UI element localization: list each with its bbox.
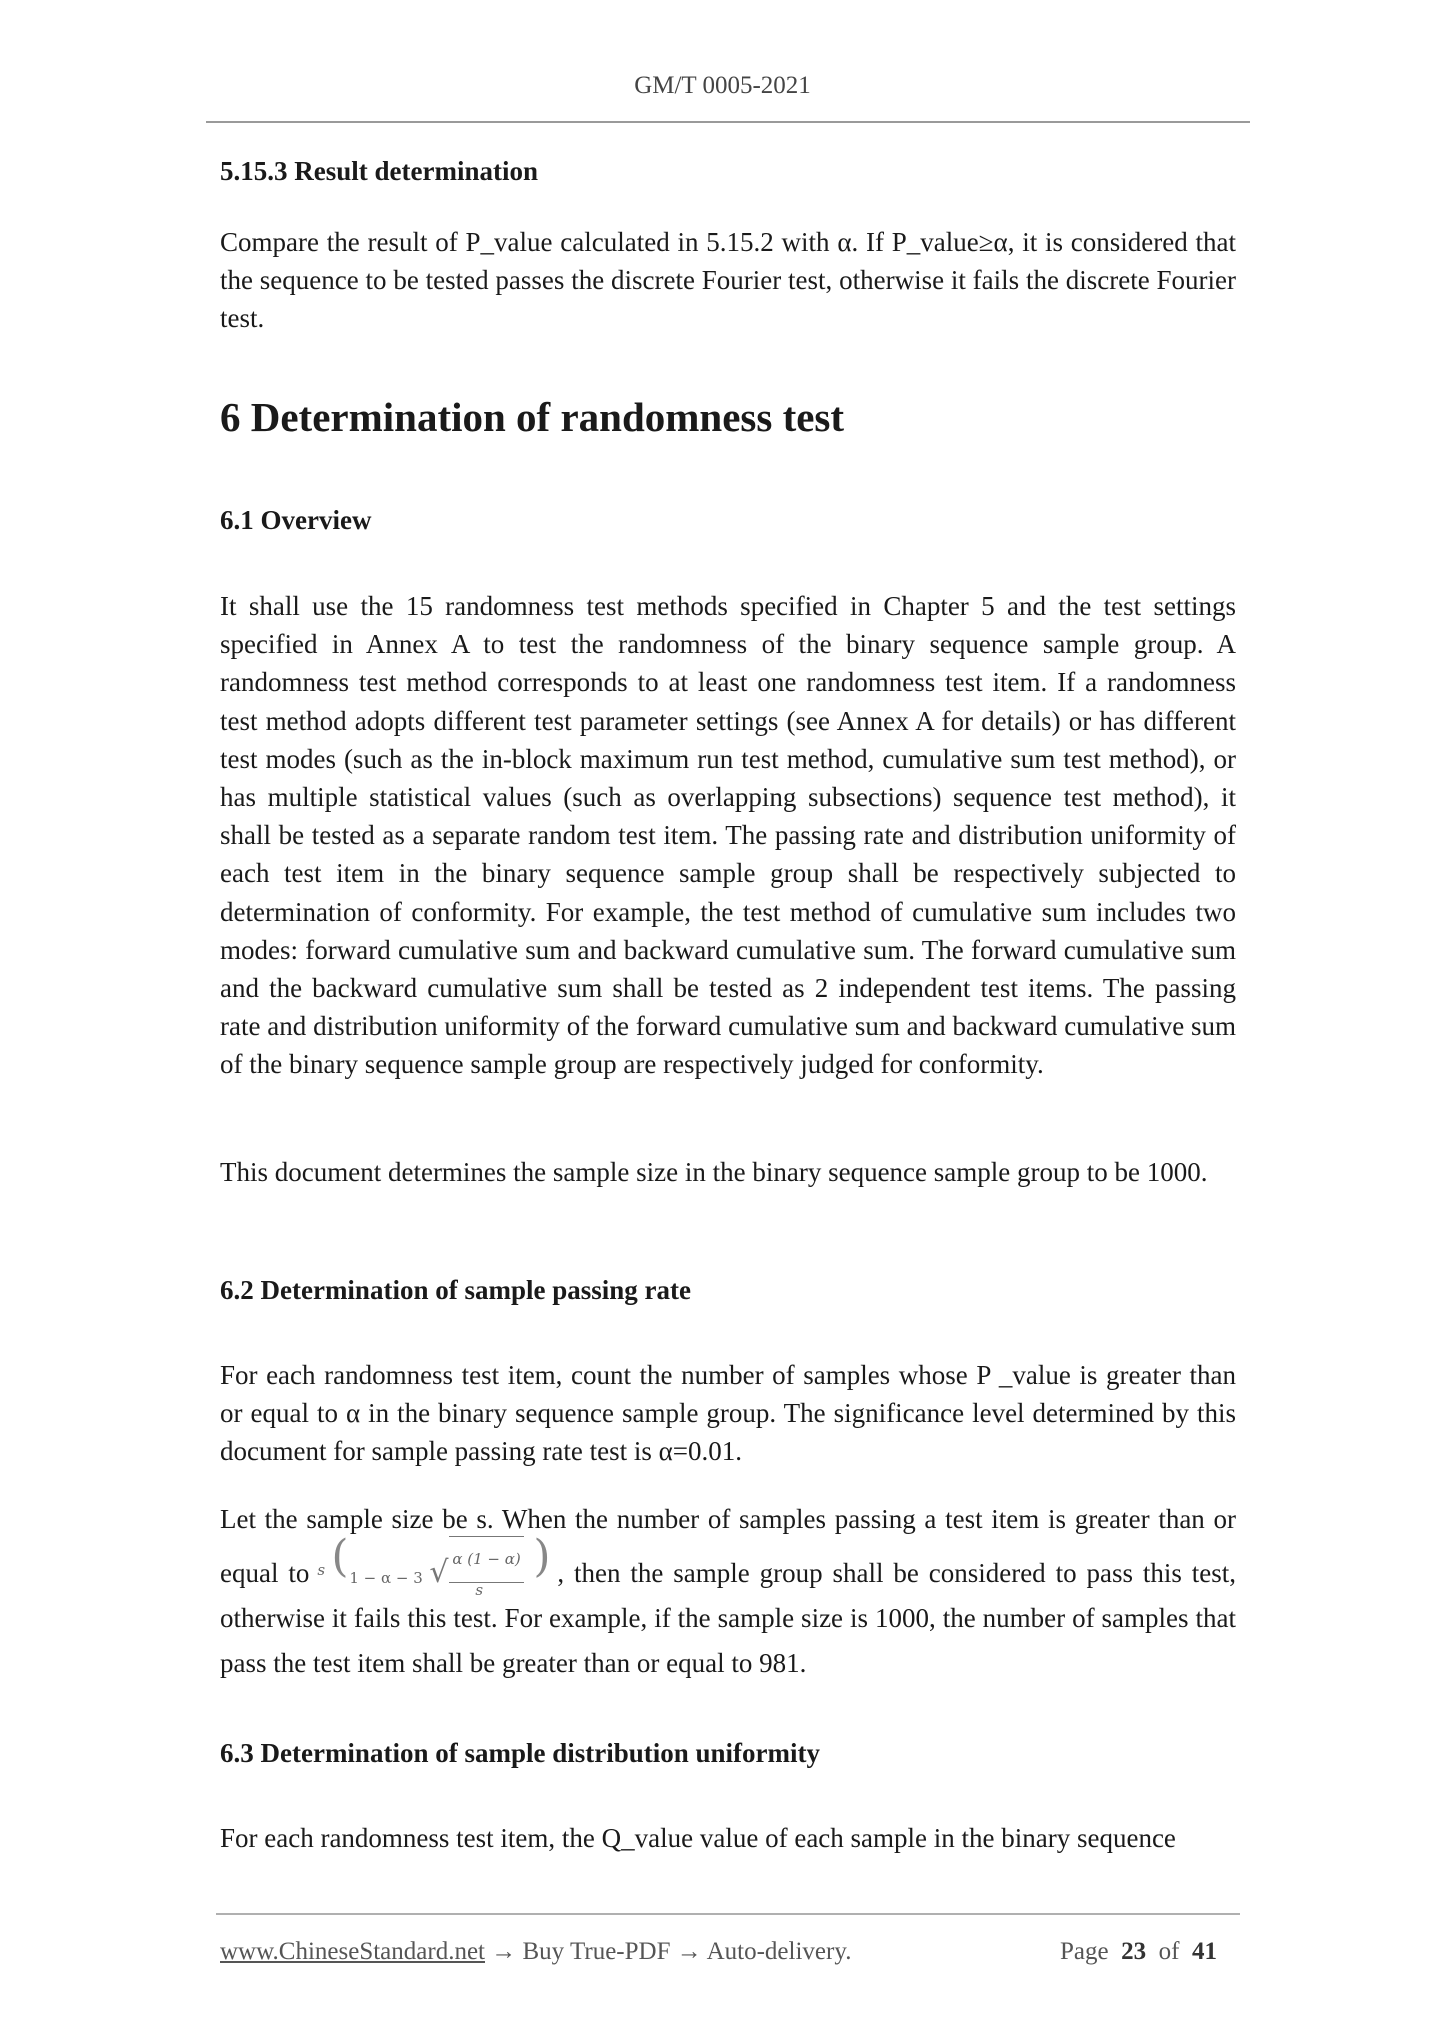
page-number: 23 xyxy=(1121,1938,1147,1965)
formula-left-paren: ( xyxy=(331,1531,349,1582)
footer-page-indicator xyxy=(1060,1938,1217,1966)
footer-divider xyxy=(216,1913,1240,1915)
section-6-1-heading: 6.1 Overview xyxy=(220,505,372,535)
page-of-label: of xyxy=(1158,1938,1180,1965)
footer-site-link[interactable]: www.ChineseStandard.net xyxy=(220,1938,485,1965)
page-label: Page xyxy=(1060,1938,1109,1965)
formula-denominator: s xyxy=(475,1581,484,1599)
footer-promo xyxy=(220,1938,851,1966)
section-5-15-3-paragraph: Compare the result of P_value calculated in 5.15.2 with α. If P_value≥α, it is considered that the sequence to be tested passes the discrete Fourier test, otherwise it fails the discrete Fourier test. xyxy=(220,227,1236,334)
formula-body: 1 − α − 3 xyxy=(349,1569,423,1587)
section-6-2-paragraph-2 xyxy=(220,1497,1236,1686)
section-6-1-paragraph-1: It shall use the 15 randomness test methods specified in Chapter 5 and the test settings specified in Annex A to test the randomness of the binary sequence sample group. A randomness test method corresponds to at least one randomness test item. If a randomness test method adopts different test parameter settings (see Annex A for details) or has different test modes (such as the in-block maximum run test method, cumulative sum test method), or has multiple statistical values (such as overlapping subsections) sequence test method), it shall be tested as a separate random test item. The passing rate and distribution uniformity of each test item in the binary sequence sample group shall be respectively subjected to determination of conformity. For example, the test method of cumulative sum includes two modes: forward cumulative sum and backward cumulative sum. The forward cumulative sum and the backward cumulative sum shall be tested as 2 independent test items. The passing rate and distribution uniformity of the forward cumulative sum and backward cumulative sum of the binary sequence sample group are respectively judged for conformity. xyxy=(220,591,1236,1080)
chapter-6-heading: 6 Determination of randomness test xyxy=(220,394,845,440)
section-5-15-3-heading: 5.15.3 Result determination xyxy=(220,156,538,186)
section-6-3-paragraph-1: For each randomness test item, the Q_value value of each sample in the binary sequence xyxy=(220,1823,1176,1853)
section-6-1-paragraph-2: This document determines the sample size in the binary sequence sample group to be 1000. xyxy=(220,1157,1208,1187)
paragraph-2-tail: , then the sample group shall be considered to pass this test, otherwise it fails this test. For example, if the sample size is 1000, the number of samples that pass the test item shall be greater than or equal to 981. xyxy=(220,1558,1236,1678)
paragraph-2-lead: Let the sample size be s. When the number of samples passing a test item is greater than or equal to xyxy=(220,1504,1236,1588)
header-divider xyxy=(206,121,1250,123)
page-total: 41 xyxy=(1191,1938,1217,1965)
footer-promo-text: → Buy True-PDF → Auto-delivery. xyxy=(485,1938,852,1965)
formula-numerator: α (1 − α) xyxy=(449,1536,523,1583)
formula-s: s xyxy=(317,1561,326,1579)
formula-radical: √ xyxy=(429,1555,449,1590)
header-doc-code: GM/T 0005-2021 xyxy=(634,72,811,99)
formula-right-paren: ) xyxy=(533,1531,551,1582)
pass-threshold-formula xyxy=(317,1531,551,1599)
section-6-2-heading: 6.2 Determination of sample passing rate xyxy=(220,1275,691,1305)
section-6-3-heading: 6.3 Determination of sample distribution uniformity xyxy=(220,1738,820,1768)
section-6-2-paragraph-1: For each randomness test item, count the number of samples whose P _value is greater than or equal to α in the binary sequence sample group. The significance level determined by this document for sample passing rate test is α=0.01. xyxy=(220,1360,1236,1467)
